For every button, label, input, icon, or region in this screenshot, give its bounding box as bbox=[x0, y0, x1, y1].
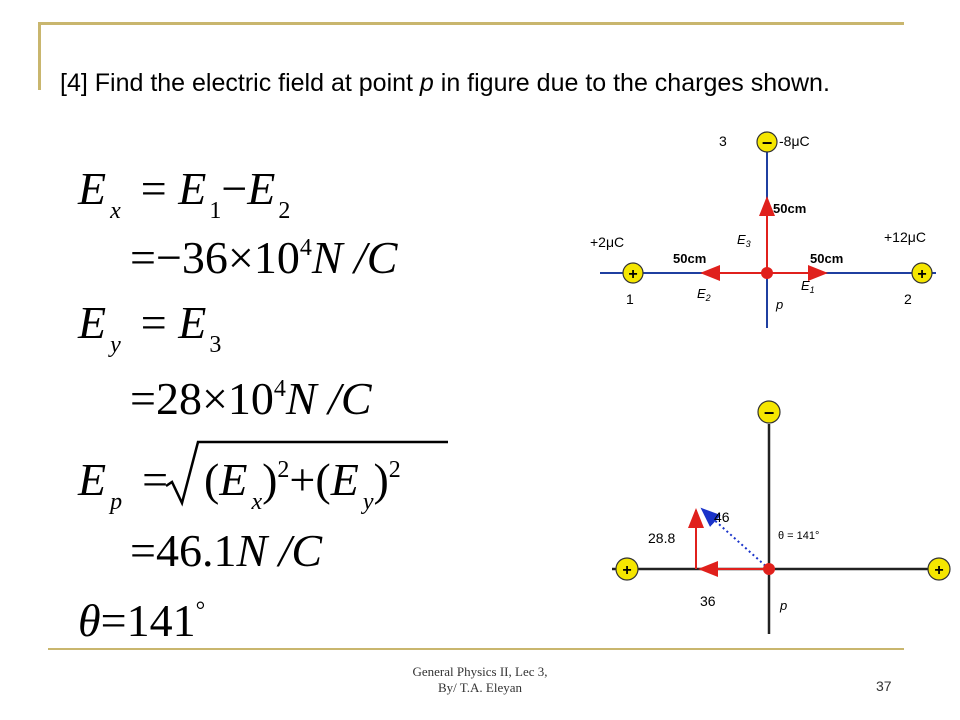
bottom-charge-right bbox=[928, 558, 950, 580]
e2-label: $E_2$ bbox=[697, 286, 711, 303]
distance-up: 50cm bbox=[773, 201, 807, 216]
problem-text: Find the electric field at point bbox=[87, 69, 420, 97]
distance-right: 50cm bbox=[810, 251, 844, 266]
e3-label: $E_3$ bbox=[737, 232, 751, 249]
bottom-point-label: p bbox=[780, 598, 788, 613]
equation-ex-value: $=-36\times 10^4N$ /C bbox=[130, 232, 398, 283]
point-p-label: p bbox=[776, 297, 784, 312]
equation-ep-radicand: (E $_x$)$^2$+(E $_y$)$^2$ bbox=[204, 454, 401, 515]
charge2-value: +12μC bbox=[884, 229, 926, 245]
charge3-label: 3 bbox=[719, 133, 727, 149]
equation-theta: θ=141° bbox=[78, 595, 206, 646]
vertical-component-label: 28.8 bbox=[648, 530, 676, 546]
horizontal-component-label: 36 bbox=[700, 593, 716, 609]
svg-text:+: + bbox=[917, 266, 927, 283]
svg-text:−: − bbox=[763, 403, 775, 423]
equation-ey: E $_y$ = E $_3$ bbox=[78, 297, 222, 358]
charge1-value: +2μC bbox=[590, 234, 625, 250]
e1-label: $E_1$ bbox=[801, 278, 815, 295]
equation-ex: E $_x$ = E $_1$−E $_2$ bbox=[78, 163, 291, 224]
charge3-value: -8μC bbox=[779, 133, 810, 149]
bottom-charge-negative bbox=[758, 401, 780, 423]
svg-text:+: + bbox=[622, 562, 632, 579]
resultant-arrow bbox=[702, 509, 769, 569]
equation-ey-value: $=28\times 10^4N$ /C bbox=[130, 373, 372, 424]
resultant-label: 46 bbox=[714, 509, 730, 525]
svg-text:+: + bbox=[934, 562, 944, 579]
bottom-point-dot bbox=[763, 563, 775, 575]
charge1-label: 1 bbox=[626, 291, 634, 307]
angle-label: θ = 141° bbox=[778, 530, 820, 542]
problem-number: [4] bbox=[60, 69, 88, 97]
svg-text:+: + bbox=[628, 266, 638, 283]
problem-text-end: in figure due to the charges shown. bbox=[433, 69, 830, 97]
svg-text:−: − bbox=[761, 133, 773, 153]
point-p-italic: p bbox=[419, 69, 434, 97]
bottom-charge-left bbox=[616, 558, 638, 580]
charge2-label: 2 bbox=[904, 291, 912, 307]
footer-course: General Physics II, Lec 3, bbox=[412, 664, 548, 679]
equation-ep-value: =46.1N /C bbox=[130, 525, 323, 576]
slide-footer bbox=[380, 664, 580, 696]
footer-author: By/ T.A. Eleyan bbox=[437, 680, 522, 695]
distance-left: 50cm bbox=[673, 251, 707, 266]
page-number: 37 bbox=[876, 678, 892, 694]
equation-ep: E $_p$ = bbox=[78, 454, 169, 515]
